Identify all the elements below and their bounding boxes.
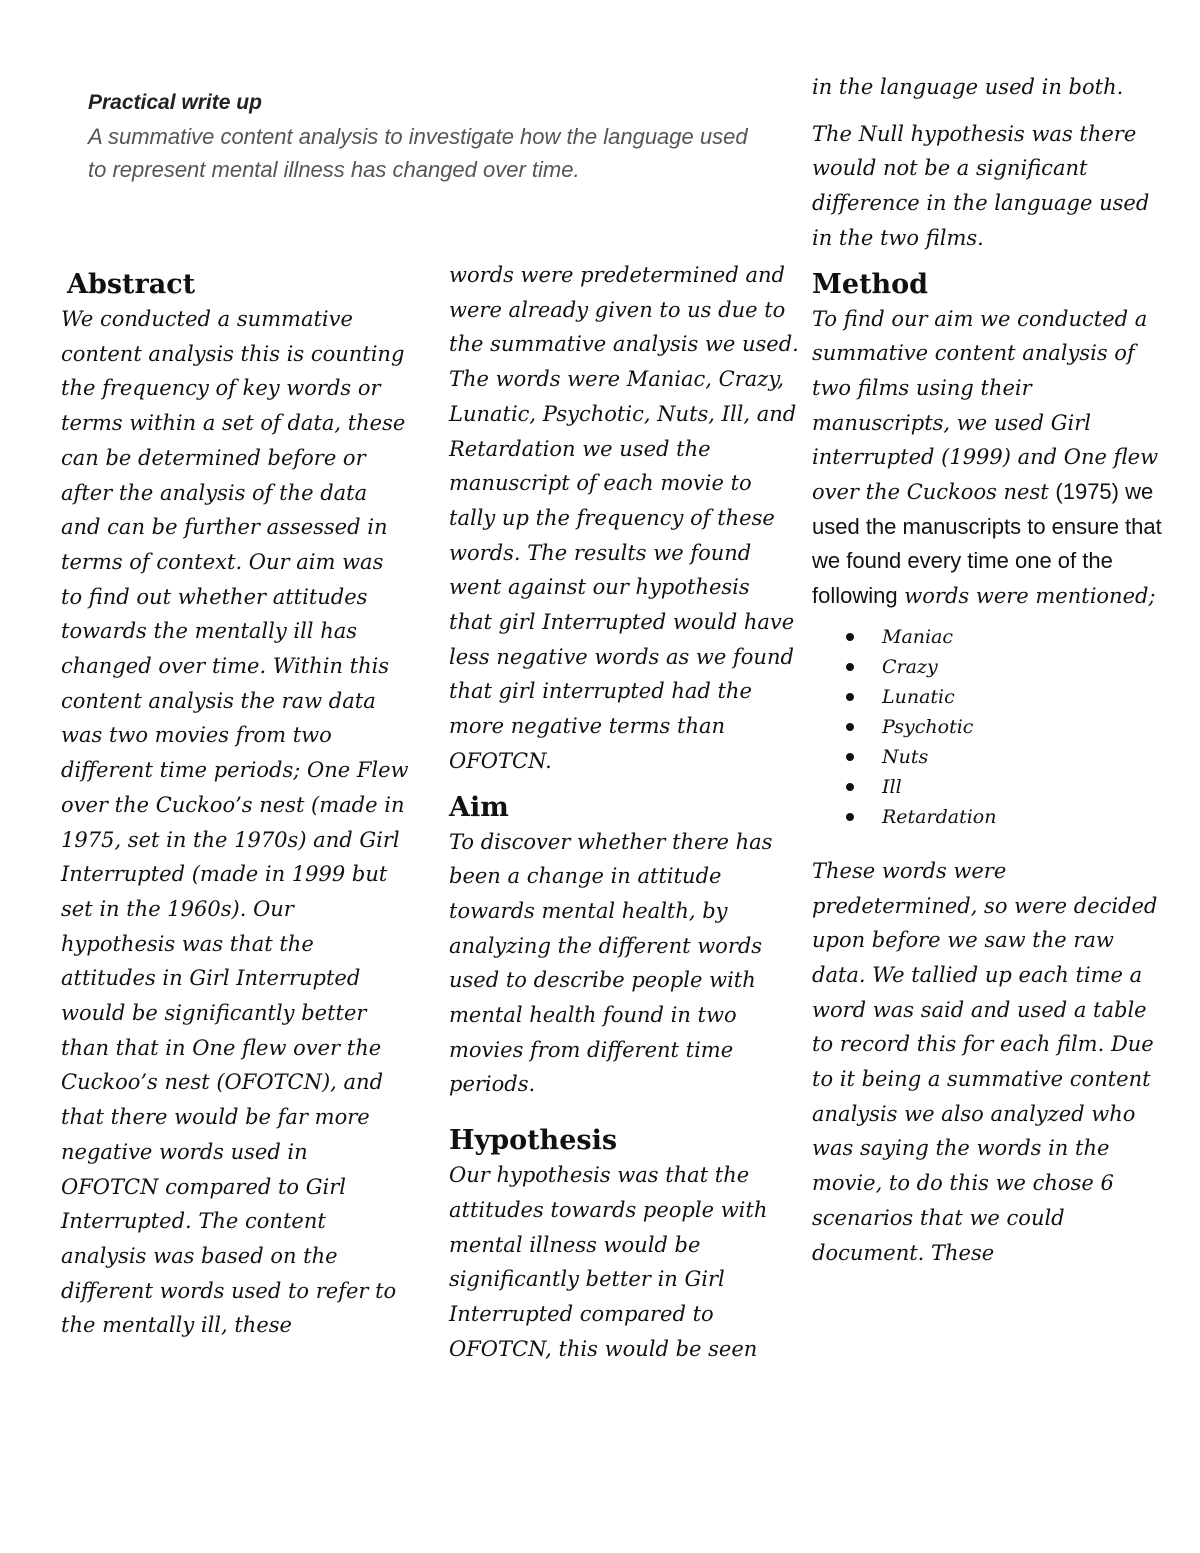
list-item-label: Maniac xyxy=(882,625,954,648)
list-item xyxy=(846,652,1162,682)
hypothesis-paragraph: Our hypothesis was that the attitudes towards people with mental illness would be significantly better in Girl Interrupted compared to OFOTCN, this would be seen xyxy=(449,1163,768,1361)
method-intro-italic: To find our aim we conducted a summative content analysis of two films using their manuscripts, we used Girl interrupted (1999) and One flew over the Cuckoos nest xyxy=(812,306,1159,505)
list-item xyxy=(846,742,1162,772)
method-word-list xyxy=(812,622,1162,832)
document-title: Practical write up xyxy=(88,91,262,114)
document-header xyxy=(88,86,768,186)
list-item xyxy=(846,772,1162,802)
list-item xyxy=(846,682,1162,712)
bullet-icon xyxy=(846,633,854,641)
method-intro-normal: (1975) we used the manuscripts to ensure that we found every time one of the following xyxy=(812,479,1162,609)
aim-paragraph: To discover whether there has been a change in attitude towards mental health, by analyzing the different words used to describe people with mental health found in two movies from different time periods. xyxy=(449,829,773,1097)
abstract-paragraph: We conducted a summative content analysis this is counting the frequency of key words or terms within a set of data, these can be determined before or after the analysis of the data and can be further assessed in terms of context. Our aim was to find out whether attitudes towards the mentally ill has changed over time. Within this content analysis the raw data was two movies from two different time periods; One Flew over the Cuckoo’s nest (made in 1975, set in the 1970s) and Girl Interrupted (made in 1999 but set in the 1960s). Our hypothesis was that the attitudes in Girl Interrupted would be significantly better than that in One flew over the Cuckoo’s nest (OFOTCN), and that there would be far more negative words used in OFOTCN compared to Girl Interrupted. The content analysis was based on the different words used to refer to the mentally ill, these xyxy=(61,307,409,1338)
method-intro-end: words were mentioned; xyxy=(904,584,1156,609)
list-item xyxy=(846,712,1162,742)
method-intro xyxy=(812,302,1162,614)
list-item xyxy=(846,802,1162,832)
list-item xyxy=(846,622,1162,652)
bullet-icon xyxy=(846,723,854,731)
abstract-paragraph-continued: words were predetermined and were already given to us due to the summative analysis we used. The words were Maniac, Crazy, Lunatic, Psychotic, Nuts, Ill, and Retardation we used the manuscript of each movie to tally up the frequency of these words. The results we found went against our hypothesis that girl Interrupted would have less negative words as we found that girl interrupted had the more negative terms than OFOTCN. xyxy=(449,263,799,773)
hypothesis-paragraph-continued: in the language used in both. xyxy=(812,75,1124,99)
hypothesis-heading: Hypothesis xyxy=(449,1125,618,1157)
bullet-icon xyxy=(846,783,854,791)
bullet-icon xyxy=(846,663,854,671)
bullet-icon xyxy=(846,813,854,821)
document-subtitle: A summative content analysis to investigate how the language used to represent mental illness has changed over time. xyxy=(88,124,748,182)
list-item-label: Psychotic xyxy=(882,715,974,738)
method-paragraph: These words were predetermined, so were decided upon before we saw the raw data. We tallied up each time a word was said and used a table to record this for each film. Due to it being a summative content analysis we also analyzed who was saying the words in the movie, to do this we chose 6 scenarios that we could document. These xyxy=(812,858,1158,1265)
abstract-heading: Abstract xyxy=(67,269,196,300)
list-item-label: Ill xyxy=(882,775,902,798)
column-2 xyxy=(449,258,799,1366)
column-3 xyxy=(812,70,1162,1270)
column-1 xyxy=(61,262,411,1343)
aim-heading: Aim xyxy=(449,791,509,823)
list-item-label: Retardation xyxy=(882,805,997,828)
list-item-label: Crazy xyxy=(882,655,938,678)
method-heading: Method xyxy=(812,268,929,300)
list-item-label: Lunatic xyxy=(882,685,955,708)
null-hypothesis-paragraph: The Null hypothesis was there would not be a significant difference in the language used in the two films. xyxy=(812,121,1150,250)
bullet-icon xyxy=(846,753,854,761)
list-item-label: Nuts xyxy=(882,745,929,768)
bullet-icon xyxy=(846,693,854,701)
